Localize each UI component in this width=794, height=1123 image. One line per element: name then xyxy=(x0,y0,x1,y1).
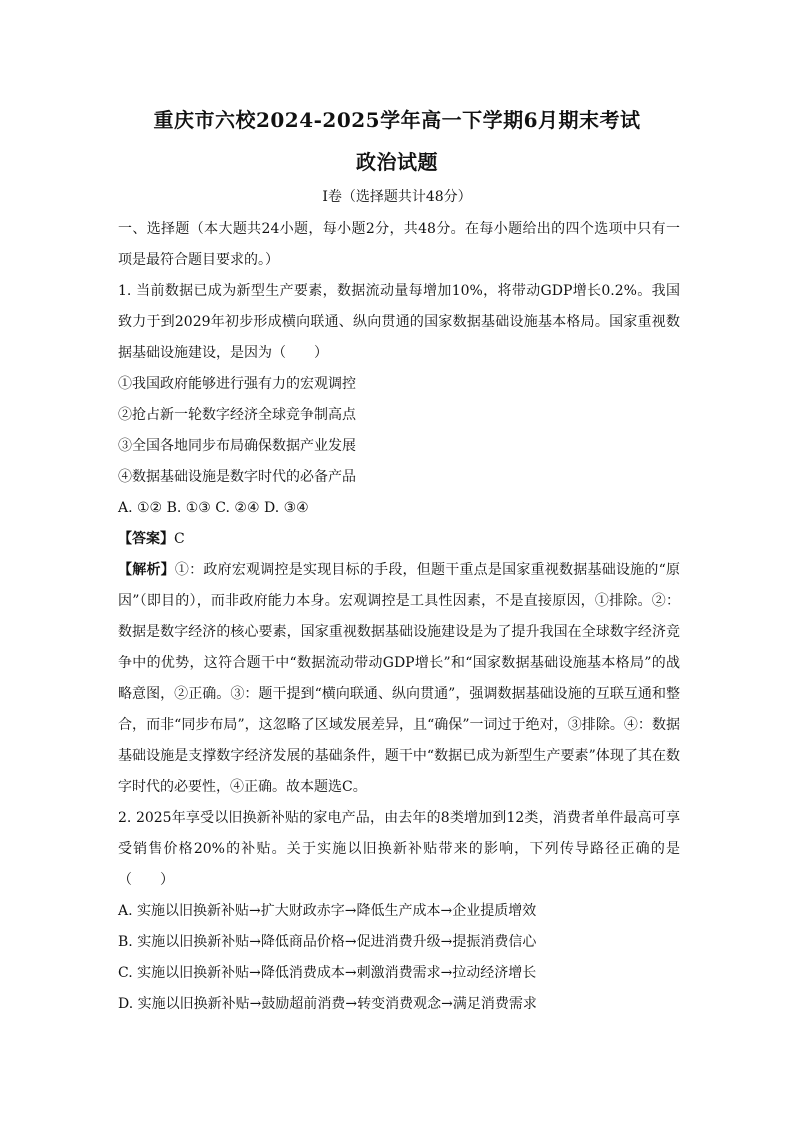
question-1-item: ③全国各地同步布局确保数据产业发展 xyxy=(118,438,356,454)
answer-label: 【答案】 xyxy=(118,531,174,547)
question-2-option: B. 实施以旧换新补贴→降低商品价格→促进消费升级→提振消费信心 xyxy=(118,934,537,950)
question-1-item: ①我国政府能够进行强有力的宏观调控 xyxy=(118,376,356,392)
exam-content xyxy=(118,214,680,1020)
analysis-text: ①：政府宏观调控是实现目标的手段，但题干重点是国家重视数据基础设施的“原因”（即目的），而非政府能力本身。宏观调控是工具性因素，不是直接原因，①排除。②：数据是数字经济的核心要素，国家重视数据基础设施建设是为了提升我国在全球数字经济竞争中的优势，这符合题干中“数据流动带动GDP增长”和“国家数据基础设施基本格局”的战略意图，②正确。③：题干提到“横向联通、纵向贯通”，强调数据基础设施的互联互通和整合，而非“同步布局”，这忽略了区域发展差异，且“确保”一词过于绝对，③排除。④：数据基础设施是支撑数字经济发展的基础条件，题干中“数据已成为新型生产要素”体现了其在数字时代的必要性，④正确。故本题选C。 xyxy=(118,562,681,795)
question-1-item: ④数据基础设施是数字时代的必备产品 xyxy=(118,469,356,485)
question-1-stem: 1. 当前数据已成为新型生产要素，数据流动量每增加10%，将带动GDP增长0.2%。我国致力于到2029年初步形成横向联通、纵向贯通的国家数据基础设施基本格局。国家重视数据基础设施建设，是因为（ ） xyxy=(118,283,680,361)
question-2-option: C. 实施以旧换新补贴→降低消费成本→刺激消费需求→拉动经济增长 xyxy=(118,965,537,981)
question-2-stem: 2. 2025年享受以旧换新补贴的家电产品，由去年的8类增加到12类，消费者单件最高可享受销售价格20%的补贴。关于实施以旧换新补贴带来的影响，下列传导路径正确的是（ ） xyxy=(118,810,680,888)
question-2-option: D. 实施以旧换新补贴→鼓励超前消费→转变消费观念→满足消费需求 xyxy=(118,996,537,1012)
section-header: I卷（选择题共计48分） xyxy=(322,189,472,205)
subject-title: 政治试题 xyxy=(356,150,438,174)
instructions: 一、选择题（本大题共24小题，每小题2分，共48分。在每小题给出的四个选项中只有一项是最符合题目要求的。） xyxy=(118,221,680,268)
analysis-label: 【解析】 xyxy=(118,562,175,578)
question-1-options: A. ①② B. ①③ C. ②④ D. ③④ xyxy=(118,500,309,516)
question-1-analysis xyxy=(118,555,680,803)
question-1-answer xyxy=(118,524,680,555)
answer-value: C xyxy=(174,531,185,547)
question-1-item: ②抢占新一轮数字经济全球竞争制高点 xyxy=(118,407,356,423)
exam-title: 重庆市六校2024-2025学年高一下学期6月期末考试 xyxy=(153,108,641,132)
question-2-option: A. 实施以旧换新补贴→扩大财政赤字→降低生产成本→企业提质增效 xyxy=(118,903,537,919)
